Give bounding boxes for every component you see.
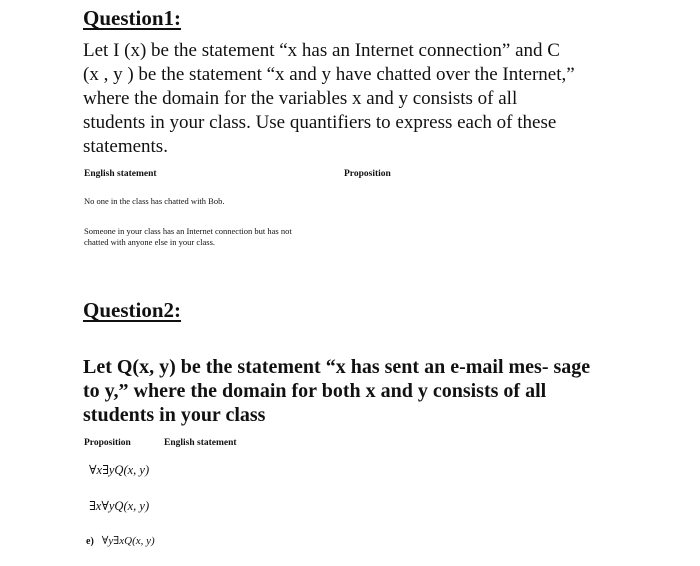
- q2-proposition-header: Proposition: [84, 438, 131, 448]
- question1-text-line-5: statements.: [83, 136, 168, 157]
- q1-row-1-statement: No one in the class has chatted with Bob.: [84, 196, 225, 206]
- q2-row-1-proposition: ∀x∃yQ(x, y): [89, 463, 150, 477]
- q1-row-2-statement-line-1: Someone in your class has an Internet connection but has not: [84, 226, 292, 236]
- q1-proposition-header: Proposition: [344, 169, 391, 179]
- question1-heading: Question1:: [83, 6, 182, 30]
- question1-text-line-4: students in your class. Use quantifiers to express each of these: [83, 112, 557, 133]
- question1-text-line-3: where the domain for the variables x and y consists of all: [83, 88, 518, 109]
- q1-row-2-statement-line-2: chatted with anyone else in your class.: [84, 237, 216, 247]
- q2-row-3: [86, 531, 155, 549]
- question2-text-line-2: to y,” where the domain for both x and y consists of all: [83, 380, 547, 402]
- question1-text-line-1: Let I (x) be the statement “x has an Internet connection” and C: [83, 40, 560, 61]
- q2-english-statement-header: English statement: [164, 438, 237, 448]
- q2-row-3-label: e): [86, 536, 94, 547]
- question2-text-line-3: students in your class: [83, 404, 266, 426]
- q2-row-3-proposition: ∀y∃xQ(x, y): [101, 535, 155, 547]
- question2-text-line-1: Let Q(x, y) be the statement “x has sent an e-mail mes- sage: [83, 356, 591, 378]
- q1-english-statement-header: English statement: [84, 169, 157, 179]
- question1-text-line-2: (x , y ) be the statement “x and y have chatted over the Internet,”: [83, 64, 575, 85]
- q2-row-2-proposition: ∃x∀yQ(x, y): [89, 499, 150, 513]
- question2-heading: Question2:: [83, 298, 182, 322]
